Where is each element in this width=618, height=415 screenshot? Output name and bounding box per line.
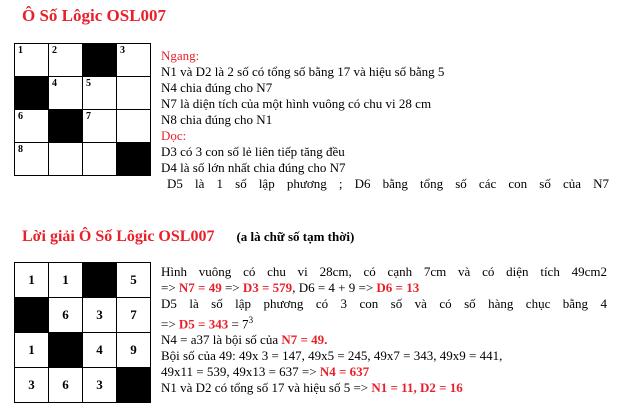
solution-cell: 6 xyxy=(49,368,83,403)
solution-cell: 1 xyxy=(49,263,83,298)
grid-cell xyxy=(83,110,117,143)
solution-line: Bội số của 49: 49x 3 = 147, 49x5 = 245, 49x7 = 343, 49x9 = 441, xyxy=(161,348,503,364)
grid-cell xyxy=(83,143,117,176)
cell-number: 3 xyxy=(120,45,125,56)
grid-cell xyxy=(49,143,83,176)
solution-cell: 1 xyxy=(15,333,49,368)
grid-cell xyxy=(15,143,49,176)
black-cell xyxy=(15,77,49,110)
solution-cell: 5 xyxy=(117,263,151,298)
text-run: => xyxy=(161,280,179,295)
grid-cell xyxy=(49,44,83,77)
down-clue: D4 là số lớn nhất chia đúng cho N7 xyxy=(161,160,346,175)
grid-cell xyxy=(15,110,49,143)
black-cell xyxy=(117,368,151,403)
solution-cell: 7 xyxy=(117,298,151,333)
clues xyxy=(161,48,609,192)
puzzle-title: Ô Số Lôgic OSL007 xyxy=(22,6,167,25)
highlight: D5 = 343 xyxy=(178,316,229,332)
black-cell xyxy=(15,298,49,333)
highlight: N7 = 49. xyxy=(281,332,328,348)
highlight: N1 = 11, D2 = 16 xyxy=(371,380,463,396)
solution-grid xyxy=(14,262,151,403)
solution-cell: 9 xyxy=(117,333,151,368)
across-clue: N8 chia đúng cho N1 xyxy=(161,112,273,127)
cell-number: 6 xyxy=(18,111,23,122)
solution-text xyxy=(161,264,607,396)
solution-cell: 1 xyxy=(15,263,49,298)
solution-cell: 3 xyxy=(83,368,117,403)
solution-line xyxy=(161,380,607,396)
grid-cell xyxy=(83,77,117,110)
across-clue: N4 chia đúng cho N7 xyxy=(161,80,273,95)
highlight: D3 = 579 xyxy=(242,280,293,295)
grid-cell xyxy=(49,77,83,110)
text-run: N4 = a37 là bội số của xyxy=(161,332,282,348)
solution-line xyxy=(161,364,607,380)
puzzle-grid xyxy=(14,43,151,176)
solution-line: D5 là số lập phương có 3 con số và có số hàng chục bằng 4 xyxy=(161,296,607,311)
solution-title: Lời giải Ô Số Lôgic OSL007 xyxy=(22,228,215,245)
text-run: => xyxy=(161,316,179,332)
cell-number: 8 xyxy=(18,144,23,155)
solution-cell: 6 xyxy=(49,298,83,333)
cell-number: 7 xyxy=(86,111,91,122)
solution-line xyxy=(161,312,607,332)
grid-cell xyxy=(15,44,49,77)
grid-cell xyxy=(117,44,151,77)
solution-line xyxy=(161,280,607,296)
highlight: N4 = 637 xyxy=(319,364,370,380)
text-run: 49x11 = 539, 49x13 = 637 => xyxy=(161,364,320,380)
down-clue: D3 có 3 con số lẻ liên tiếp tăng đều xyxy=(161,144,345,159)
cell-number: 4 xyxy=(52,78,57,89)
black-cell xyxy=(49,333,83,368)
text-run: = 7 xyxy=(228,316,249,332)
solution-note: (a là chữ số tạm thời) xyxy=(236,229,355,244)
exponent: 3 xyxy=(248,315,254,325)
text-run: => xyxy=(221,280,243,295)
down-heading: Dọc: xyxy=(161,128,187,143)
grid-cell xyxy=(117,110,151,143)
down-clue: D5 là 1 số lập phương ; D6 bằng tổng số các con số của N7 xyxy=(167,176,609,191)
solution-cell: 4 xyxy=(83,333,117,368)
text-run: , D6 = 4 + 9 => xyxy=(292,280,377,295)
text-run: N1 và D2 có tổng số 17 và hiệu số 5 => xyxy=(161,380,372,396)
across-heading: Ngang: xyxy=(161,48,200,63)
solution-line xyxy=(161,332,607,348)
solution-cell: 3 xyxy=(15,368,49,403)
highlight: D6 = 13 xyxy=(376,280,420,295)
cell-number: 1 xyxy=(18,45,23,56)
cell-number: 2 xyxy=(52,45,57,56)
cell-number: 5 xyxy=(86,78,91,89)
black-cell xyxy=(49,110,83,143)
grid-cell xyxy=(117,77,151,110)
black-cell xyxy=(117,143,151,176)
solution-line: Hình vuông có chu vi 28cm, có cạnh 7cm và có diện tích 49cm2 xyxy=(161,264,607,279)
across-clue: N7 là diện tích của một hình vuông có chu vi 28 cm xyxy=(161,96,432,111)
highlight: N7 = 49 xyxy=(178,280,222,295)
across-clue: N1 và D2 là 2 số có tổng số bằng 17 và hiệu số bằng 5 xyxy=(161,64,445,79)
black-cell xyxy=(83,263,117,298)
solution-heading xyxy=(22,228,354,246)
black-cell xyxy=(83,44,117,77)
solution-cell: 3 xyxy=(83,298,117,333)
